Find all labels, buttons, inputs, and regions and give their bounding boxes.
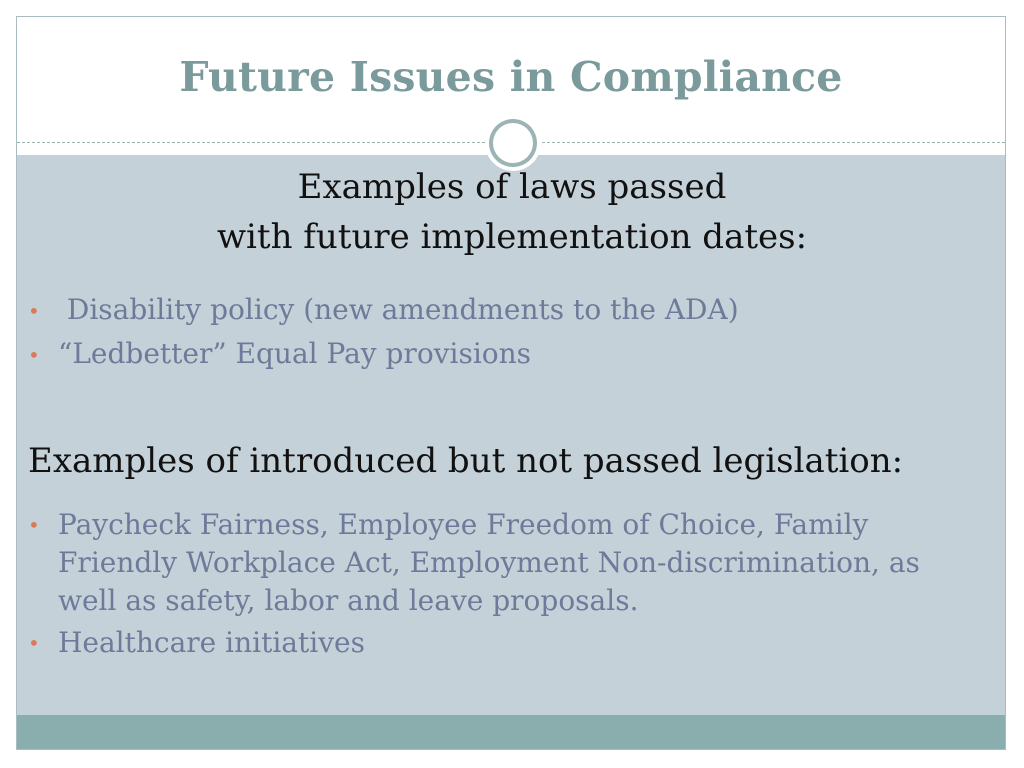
list-item-text: “Ledbetter” Equal Pay provisions [58,337,532,370]
subheading-laws-passed [0,162,1024,262]
list-item [28,288,968,332]
footer-bar [17,715,1005,750]
heading-introduced-legislation: Examples of introduced but not passed legislation: [28,441,904,481]
list-item [28,506,934,620]
introduced-legislation-list [28,506,934,666]
list-item [28,624,934,662]
bullet-icon: • [28,343,40,367]
slide-title: Future Issues in Compliance [179,53,843,101]
bullet-icon: • [28,299,40,323]
bullet-icon: • [28,631,40,655]
subheading-line-1: Examples of laws passed [297,167,727,207]
bullet-icon: • [28,513,40,537]
list-item-text: Disability policy (new amendments to the ADA) [58,293,739,326]
passed-laws-list [28,288,968,376]
circle-ornament-center [493,123,533,163]
list-item-text: Healthcare initiatives [58,626,365,659]
list-item [28,332,968,376]
list-item-text: Paycheck Fairness, Employee Freedom of Choice, Family Friendly Workplace Act, Employment Non-discrimination, as well as safety, labor and leave proposals. [58,508,920,617]
subheading-line-2: with future implementation dates: [216,217,808,257]
